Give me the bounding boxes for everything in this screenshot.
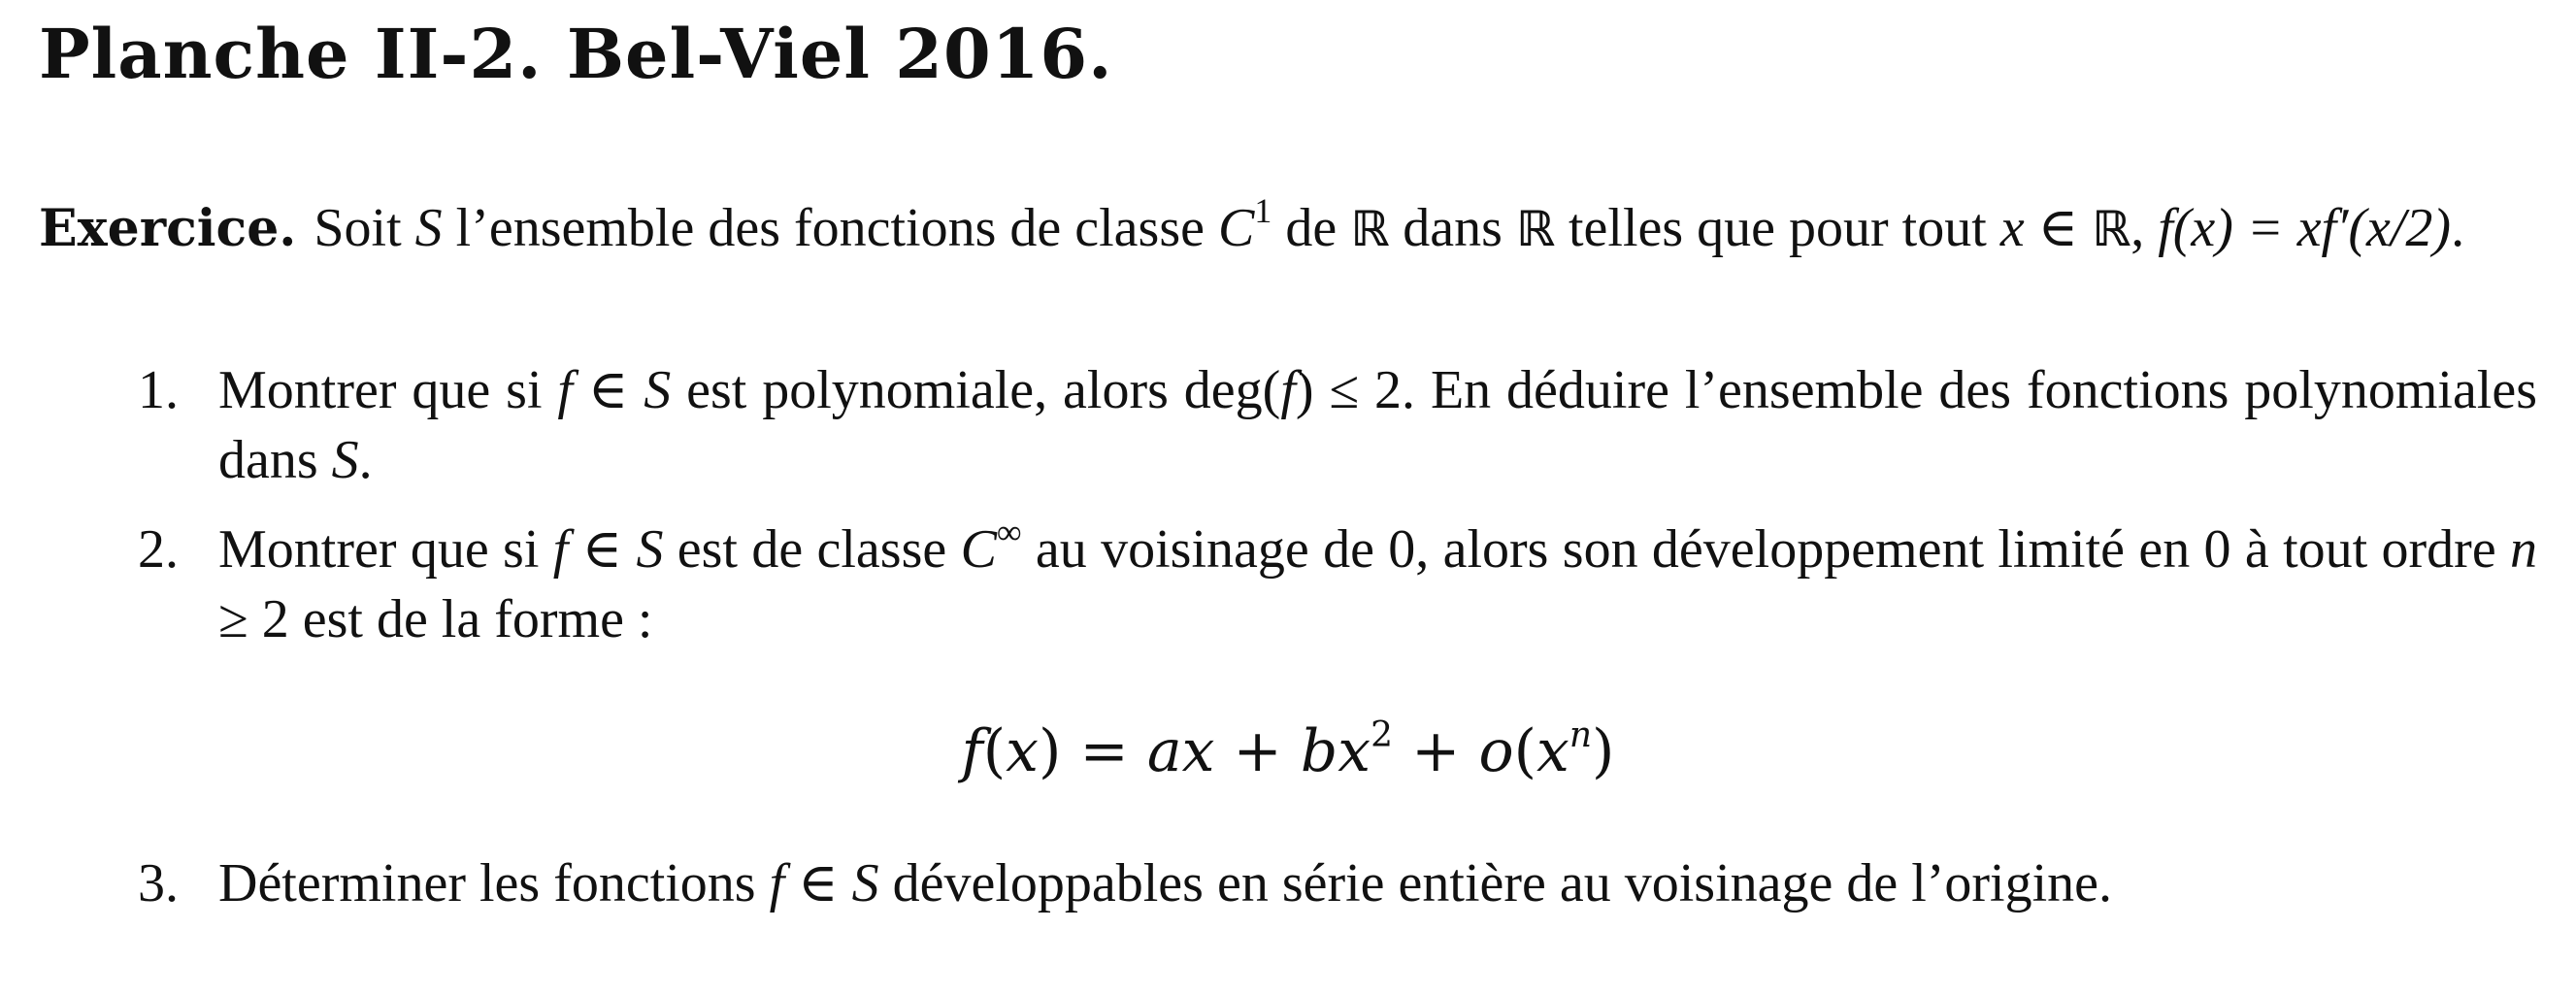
text-run: Déterminer les fonctions xyxy=(218,853,770,913)
math-S: S xyxy=(644,360,672,420)
intro-text: dans xyxy=(1389,198,1516,258)
formula-paren: ( xyxy=(982,717,1007,785)
reals-symbol: ℝ xyxy=(2092,201,2131,257)
intro-text: Soit xyxy=(314,198,415,258)
reals-symbol: ℝ xyxy=(1515,201,1555,257)
math-f: f xyxy=(557,360,573,420)
formula-little-o: o xyxy=(1478,717,1514,785)
formula-f: f xyxy=(961,717,983,785)
text-run: . xyxy=(358,430,373,490)
formula-bx: bx xyxy=(1300,717,1371,785)
formula-paren: ( xyxy=(1513,717,1536,785)
text-run: ∈ xyxy=(784,853,852,913)
text-run: ∈ xyxy=(572,360,644,420)
text-run: ≥ 2 est de la forme : xyxy=(218,589,653,649)
intro-text: , xyxy=(2130,198,2145,258)
intro-text: de xyxy=(1271,198,1351,258)
formula-exponent-n: n xyxy=(1569,715,1593,755)
formula-paren: ) xyxy=(1592,717,1615,785)
formula-x: x xyxy=(1536,717,1569,785)
list-item xyxy=(107,515,2537,654)
page-title: Planche II-2. Bel-Viel 2016. xyxy=(39,14,1113,94)
math-n: n xyxy=(2510,519,2538,580)
formula-plus: + xyxy=(1393,717,1479,785)
text-run: au voisinage de 0, alors son développement limité en 0 à tout ordre xyxy=(1021,519,2511,580)
formula-plus: + xyxy=(1214,717,1301,785)
display-formula xyxy=(39,713,2537,790)
functional-equation: f(x) = xf′(x/2) xyxy=(2158,198,2452,258)
class-exponent: 1 xyxy=(1254,191,1272,231)
item-number: 3. xyxy=(138,853,179,913)
math-S: S xyxy=(851,853,879,913)
math-f: f xyxy=(552,519,569,580)
document-page xyxy=(39,0,2537,996)
formula-x: x xyxy=(1006,717,1040,785)
text-run: ∈ xyxy=(568,519,637,580)
text-run: Montrer que si xyxy=(218,360,558,420)
exercise-label: Exercice. xyxy=(39,199,297,258)
class-symbol: C xyxy=(1217,198,1255,258)
intro-text: . xyxy=(2451,198,2465,258)
math-f: f xyxy=(1280,360,1296,420)
formula-equals: ) = xyxy=(1039,717,1147,785)
intro-text: telles que pour tout xyxy=(1555,198,2000,258)
item-number: 1. xyxy=(138,360,179,420)
set-symbol: S xyxy=(414,198,443,258)
list-item xyxy=(107,355,2537,495)
exercise-statement xyxy=(39,193,2537,264)
item-text xyxy=(218,355,2537,495)
math-S: S xyxy=(331,430,359,490)
formula-ax: ax xyxy=(1146,717,1215,785)
item-text xyxy=(218,848,2537,918)
math-f: f xyxy=(769,853,785,913)
formula-square: 2 xyxy=(1371,715,1394,755)
math-C: C xyxy=(960,519,997,580)
text-run: développables en série entière au voisinage de l’origine. xyxy=(878,853,2113,913)
item-text xyxy=(218,515,2537,654)
list-item xyxy=(107,848,2537,918)
text-run: Montrer que si xyxy=(218,519,553,580)
reals-symbol: ℝ xyxy=(1350,201,1390,257)
item-number: 2. xyxy=(138,519,179,580)
text-run: est de classe xyxy=(663,519,961,580)
variable-x: x xyxy=(1999,198,2025,258)
text-run: ) ≤ 2. En déduire l’ensemble des fonctions polynomiales dans xyxy=(218,360,2538,490)
text-run: est polynomiale, alors deg( xyxy=(671,360,1281,420)
intro-text: l’ensemble des fonctions de classe xyxy=(442,198,1218,258)
math-S: S xyxy=(636,519,664,580)
intro-text: ∈ xyxy=(2024,198,2093,258)
infinity-exponent: ∞ xyxy=(996,513,1022,552)
